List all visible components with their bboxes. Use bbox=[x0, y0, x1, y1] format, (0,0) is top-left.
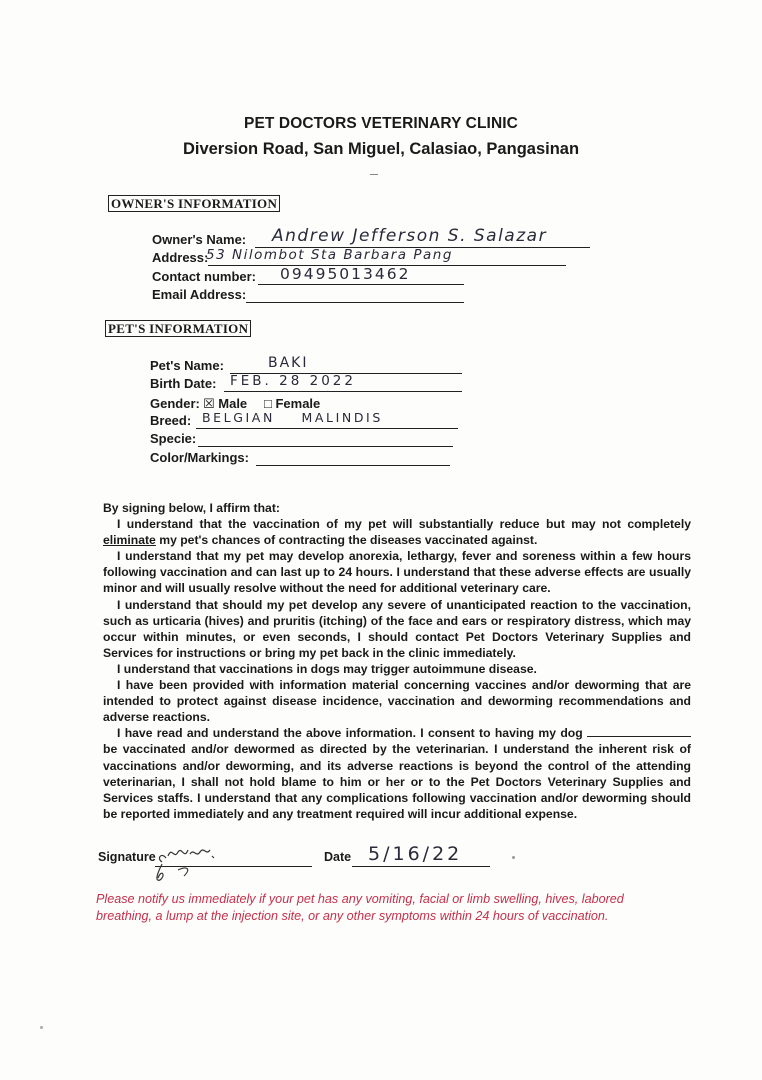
birth-date-row bbox=[150, 373, 470, 394]
pet-section-heading: PET'S INFORMATION bbox=[105, 320, 251, 337]
clinic-address: Diversion Road, San Miguel, Calasiao, Pangasinan bbox=[182, 140, 580, 158]
handwritten-signature bbox=[148, 838, 238, 888]
consent-text bbox=[103, 500, 691, 822]
email-address-label: Email Address: bbox=[152, 287, 247, 302]
date-value[interactable]: 5/16/22 bbox=[368, 843, 463, 865]
pet-name-value[interactable]: BAKI bbox=[268, 355, 309, 371]
specie-row bbox=[150, 431, 470, 449]
owner-name-value[interactable]: Andrew Jefferson S. Salazar bbox=[272, 226, 548, 246]
date-row bbox=[324, 850, 351, 864]
owner-address-value[interactable]: 53 Nilombot Sta Barbara Pang bbox=[206, 247, 453, 263]
consent-paragraph bbox=[103, 516, 691, 548]
gender-male-checkbox[interactable]: ☒ Male bbox=[203, 396, 248, 411]
color-markings-line bbox=[256, 465, 450, 466]
contact-number-label: Contact number: bbox=[152, 269, 256, 284]
pet-name-label: Pet's Name: bbox=[150, 358, 224, 373]
gender-female-checkbox[interactable]: □ Female bbox=[264, 396, 321, 411]
notice-text: Please notify us immediately if your pet has any vomiting, facial or limb swelling, hives, labored breathing, a lump at the injection site, or any other symptoms within 24 hours of vaccination. bbox=[96, 892, 624, 923]
consent-p6-text: I have read and understand the above information. I consent to having my dog bbox=[117, 726, 587, 741]
stray-dot bbox=[512, 856, 515, 859]
consent-p1-text-end: my pet's chances of contracting the diseases vaccinated against. bbox=[155, 533, 538, 548]
consent-paragraph: I understand that my pet may develop anorexia, lethargy, fever and soreness within a few hours following vaccination and can last up to 24 hours. I understand that these adverse effects are usually minor and will usually resolve without the need for additional veterinary care. bbox=[103, 549, 691, 596]
birth-date-label: Birth Date: bbox=[150, 376, 217, 391]
consent-paragraph: I have been provided with information material concerning vaccines and/or deworming that are intended to protect against disease incidence, vaccination and deworming recommendations and adverse reactions. bbox=[103, 678, 691, 725]
breed-label: Breed: bbox=[150, 413, 192, 428]
owner-section-heading: OWNER'S INFORMATION bbox=[108, 195, 280, 212]
consent-p6-text-end: be vaccinated and/or dewormed as directed by the veterinarian. I understand the inherent risk of vaccinations and/or deworming, and its adverse reactions is beyond the control of the attending veterinarian, I shall not hold blame to him or her or to the Pet Doctors Veterinary Supplies and Services staffs. I understand that any complications following vaccination and/or deworming should be reported immediately and any treatment required will incur additional expense. bbox=[103, 742, 691, 821]
email-address-line bbox=[246, 302, 464, 303]
signature-row bbox=[98, 850, 156, 864]
specie-line bbox=[198, 446, 453, 447]
birth-date-value[interactable]: FEB. 28 2022 bbox=[230, 373, 356, 389]
dog-name-blank[interactable] bbox=[587, 725, 691, 737]
birth-date-line bbox=[224, 391, 462, 392]
breed-line bbox=[196, 428, 458, 429]
consent-paragraph: I understand that vaccinations in dogs may trigger autoimmune disease. bbox=[117, 661, 537, 676]
consent-intro: By signing below, I affirm that: bbox=[103, 501, 280, 515]
owner-contact-row bbox=[152, 265, 602, 287]
consent-paragraph bbox=[103, 725, 691, 822]
scan-speck bbox=[40, 1026, 43, 1029]
clinic-title: PET DOCTORS VETERINARY CLINIC bbox=[244, 115, 518, 132]
specie-label: Specie: bbox=[150, 431, 197, 446]
color-markings-row bbox=[150, 450, 470, 468]
breed-row bbox=[150, 410, 470, 431]
contact-number-value[interactable]: 09495013462 bbox=[280, 265, 411, 283]
consent-p1-text: I understand that the vaccination of my pet will substantially reduce but may not completely bbox=[117, 517, 691, 532]
contact-number-line bbox=[258, 284, 464, 285]
color-markings-label: Color/Markings: bbox=[150, 450, 249, 465]
date-line[interactable] bbox=[352, 866, 490, 867]
owner-email-row bbox=[152, 287, 602, 305]
consent-paragraph: I understand that should my pet develop any severe of unanticipated reaction to the vaccination, such as urticaria (hives) and pruritis (itching) of the face and ears or respiratory distress, which may occur within minutes, or even seconds, I should contact Pet Doctors Veterinary Supplies and Services for instructions or bring my pet back in the clinic immediately. bbox=[103, 597, 691, 660]
signature-label: Signature bbox=[98, 850, 156, 864]
consent-p1-underlined: eliminate bbox=[103, 533, 156, 548]
owner-name-label: Owner's Name: bbox=[152, 232, 247, 247]
date-label: Date bbox=[324, 850, 352, 864]
breed-value[interactable]: BELGIAN MALINDIS bbox=[202, 410, 383, 425]
stray-mark bbox=[370, 174, 378, 175]
gender-label: Gender: bbox=[150, 396, 200, 411]
owner-address-label: Address: bbox=[152, 250, 209, 265]
